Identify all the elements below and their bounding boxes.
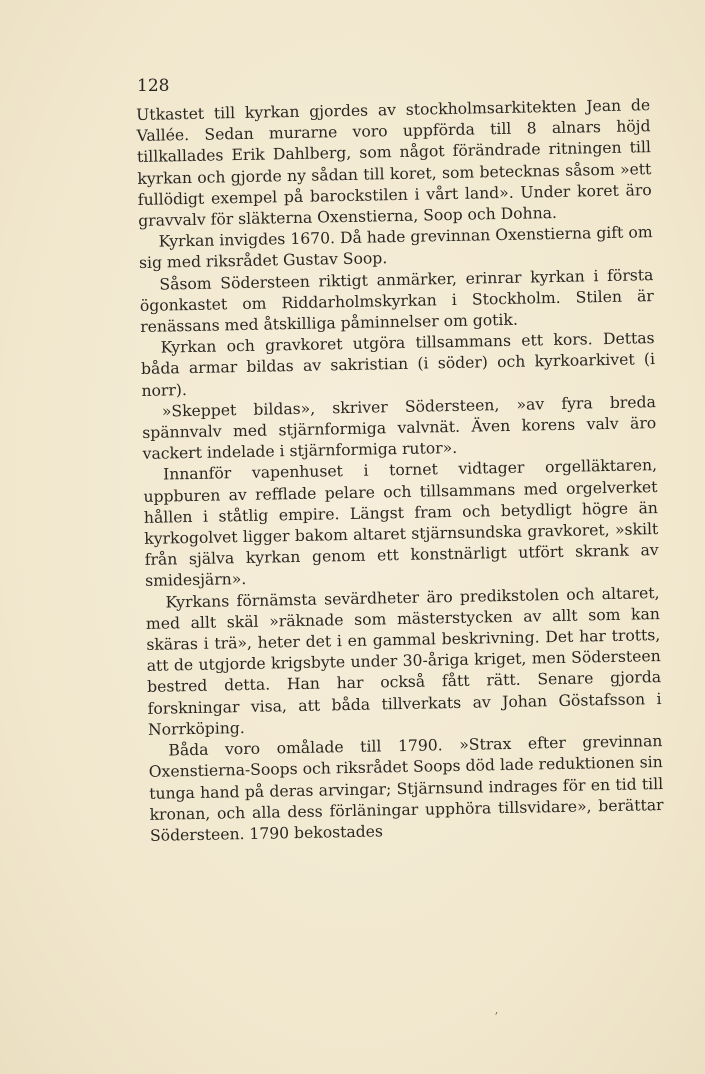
paragraph-8: Båda voro omålade till 1790. »Strax efter grevinnan Oxenstierna-Soops och riksrådet Soops död lade reduktionen sin tunga hand på deras arvingar; Stjärnsund indrages för en tid till kronan, och alla dess förläningar upphöra tillsvidare», berättar Södersteen. 1790 bekostades [148,732,664,845]
paper-speck-icon: ʼ [494,1010,498,1024]
paragraph-7: Kyrkans förnämsta sevärdheter äro predikstolen och altaret, med allt skäl »räknade som mästerstycken av allt som kan skäras i trä», heter det i en gammal beskrivning. Det har trotts, att de utgjorde krigsbyte under 30-åriga kriget, men Södersteen bestred detta. Han har också fått rätt. Senare gjorda forskningar visa, att båda tillverkats av Johan Göstafsson i Norrköping. [145,583,662,739]
paragraph-1: Utkastet till kyrkan gjordes av stockholmsarkitekten Jean de Vallée. Sedan murarne voro uppförda till 8 alnars höjd tillkallades Erik Dahlberg, som något förändrade ritningen till kyrkan och gjorde ny sådan till koret, som betecknas såsom »ett fullödigt exempel på barockstilen i vårt land». Under koret äro gravvalv för släkterna Oxenstierna, Soop och Dohna. [136,96,652,230]
paragraph-4: Kyrkan och gravkoret utgöra tillsammans ett kors. Dettas båda armar bildas av sakristian (i söder) och kyrkoarkivet (i norr). [140,329,656,400]
paragraph-5: »Skeppet bildas», skriver Södersteen, »av fyra breda spännvalv med stjärnformiga valvnät. Även korens valv äro vackert indelade i stjärnformiga rutor». [142,392,657,464]
page-number: 128 [137,76,170,96]
paragraph-6: Innanför vapenhuset i tornet vidtager orgelläktaren, uppburen av refflade pelare och tillsammans med orgelverket hållen i ståtlig empire. Längst fram och betydligt högre än kyrkogolvet ligger bakom altaret stjärnsundska gravkoret, »skilt från själva kyrkan genom ett konstnärligt utfört skrank av smidesjärn». [143,456,659,591]
body-text [136,95,664,847]
paragraph-3: Såsom Södersteen riktigt anmärker, erinrar kyrkan i första ögonkastet om Riddarholmskyrkan i Stockholm. Stilen är renässans med åtskilliga påminnelser om gotik. [139,265,654,336]
paragraph-2: Kyrkan invigdes 1670. Då hade grevinnan Oxenstierna gift om sig med riksrådet Gustav Soop. [138,223,653,273]
